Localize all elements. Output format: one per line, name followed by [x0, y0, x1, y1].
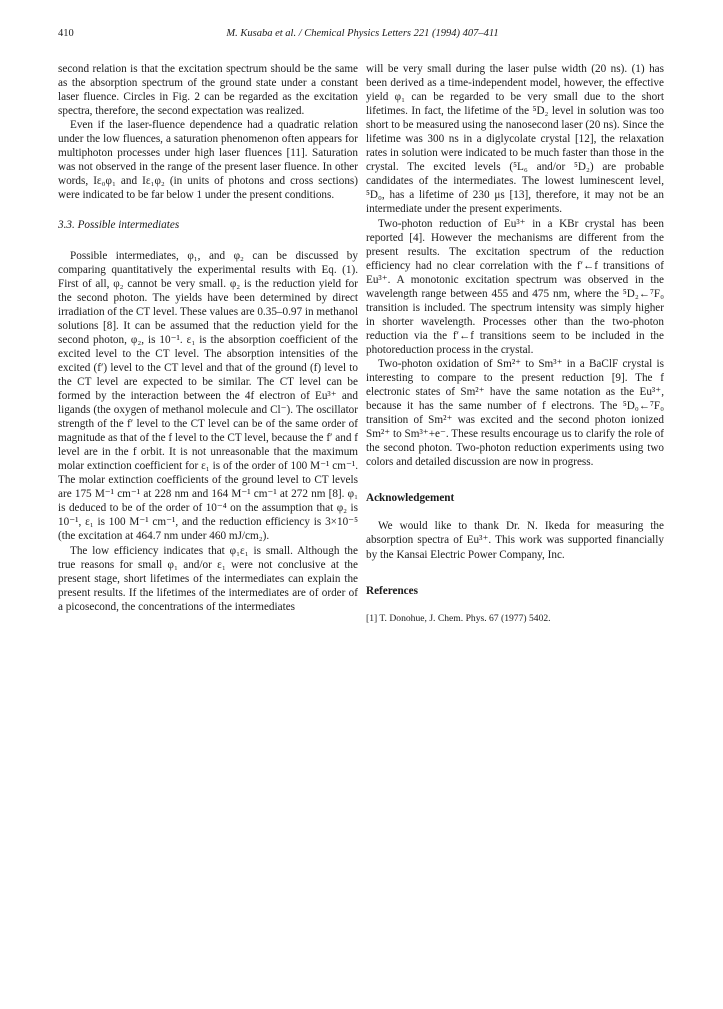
paragraph: Two-photon oxidation of Sm²⁺ to Sm³⁺ in a BaClF crystal is interesting to compare to the present reduction [9]. The f electronic states of Sm²⁺ have the same notation as the Eu³⁺, because it has the same number of f electrons. The ⁵D₀←⁷F₀ transition of Sm²⁺ was excited and the second photon ionized Sm²⁺ to Sm³⁺+e⁻. These results encourage us to clarify the role of the second photon. Two-photon reduction experiments using two colors and detailed discussion are now in progress. — [366, 357, 664, 469]
running-header — [58, 28, 667, 44]
paragraph: Two-photon reduction of Eu³⁺ in a KBr crystal has been reported [4]. However the mechanisms are different from the present results. The excitation spectrum of the reduction efficiency had no clear correlation with the f′←f transitions of Eu³⁺. A monotonic excitation spectrum was observed in the wavelength range between 455 and 475 nm, where the ⁵D₂←⁷F₀ transition is included. The spectrum intensity was simply higher in shorter wavelength. Processes other than the two-photon reduction via the f′←f transitions seem to be included in the photoreduction process in the crystal. — [366, 217, 664, 356]
left-column — [58, 62, 358, 614]
references-heading: References — [366, 584, 418, 597]
paragraph: Possible intermediates, φ₁, and φ₂ can be discussed by comparing quantitatively the experimental results with Eq. (1). First of all, φ₂ cannot be very small. φ₂ is the reduction yield for the second photon. The yields have been determined by direct irradiation of the CT level. These values are 0.35–0.97 in methanol solutions [8]. It can be assumed that the reduction yield for the second photon, φ₂, is 10⁻¹. ε₁ is the absorption coefficient of the excited level to the CT level. The absorption intensities of the excited (f′) level to the CT level and that of the ground (f) level to the CT level are expected to be similar. The CT level can be formed by the interaction between the 4f electron of Eu³⁺ and ligands (the oxygen of methanol molecule and Cl⁻). The oscillator strength of the f′ level to the CT level can be of the same order of magnitude as that of the f level to the CT level, because the f′ and f level are in the f orbit. It is not unreasonable that the maximum molar extinction coefficient for ε₁ is of the order of 100 M⁻¹ cm⁻¹. The molar extinction coefficients of the ground level to CT levels are 175 M⁻¹ cm⁻¹ at 228 nm and 164 M⁻¹ cm⁻¹ at 272 nm [8]. φ₁ is deduced to be of the order of 10⁻⁴ on the assumption that φ₂ is 10⁻¹, ε₁ is 100 M⁻¹ cm⁻¹, and the reduction efficiency is 3×10⁻⁵ (the excitation at 464.7 nm under 460 mJ/cm₂). — [58, 249, 359, 543]
reference-item: [1] T. Donohue, J. Chem. Phys. 67 (1977) 5402. — [366, 612, 551, 624]
paragraph: Even if the laser-fluence dependence had a quadratic relation under the low fluences, a saturation phenomenon often appears for multiphoton processes under high laser fluences [11]. Saturation was not observed in the range of the present laser fluence. In other words, Iε₀φ₁ and Iε₁φ₂ (in units of photons and cross sections) were indicated to be far below 1 under the present conditions. — [58, 119, 358, 202]
running-title: M. Kusaba et al. / Chemical Physics Letters 221 (1994) 407–411 — [226, 28, 499, 39]
acknowledgement-heading: Acknowledgement — [366, 492, 455, 505]
paragraph: will be very small during the laser pulse width (20 ns). (1) has been derived as a time-independent model, however, the effective yield φ₁ can be regarded to be very small due to the short lifetimes. In fact, the lifetime of the ⁵D₂ level in solution was too short to be measured using the nanosecond laser (20 ns). Since the lifetime was 300 ns in a diglycolate crystal [12], the relaxation rates in solution were indicated to be much faster than those in the crystal. The excited levels (⁵L₆ and/or ⁵D₂) are probable candidates of the intermediates. The lowest luminescent level, ⁵D₀, has a lifetime of 230 μs [13], therefore, it may not be an intermediate under the present experiments. — [366, 63, 664, 216]
acknowledgement-text: We would like to thank Dr. N. Ikeda for measuring the absorption spectra of Eu³⁺. This work was supported financially by the Kansai Electric Power Company, Inc. — [366, 520, 664, 561]
paragraph: The low efficiency indicates that φ₁ε₁ is small. Although the true reasons for small φ₁ and/or ε₁ were not conclusive at the present stage, short lifetimes of the intermediates can explain the present results. If the lifetimes of the intermediates are of order of a picosecond, the concentrations of the intermediates — [58, 544, 358, 613]
section-title: 3.3. Possible intermediates — [58, 219, 180, 232]
right-column — [366, 62, 664, 626]
page-number: 410 — [58, 28, 74, 39]
paragraph: second relation is that the excitation spectrum should be the same as the absorption spectrum of the ground state under a constant laser fluence. Circles in Fig. 2 can be regarded as the excitation spectra, therefore, the second expectation was realized. — [58, 63, 358, 118]
